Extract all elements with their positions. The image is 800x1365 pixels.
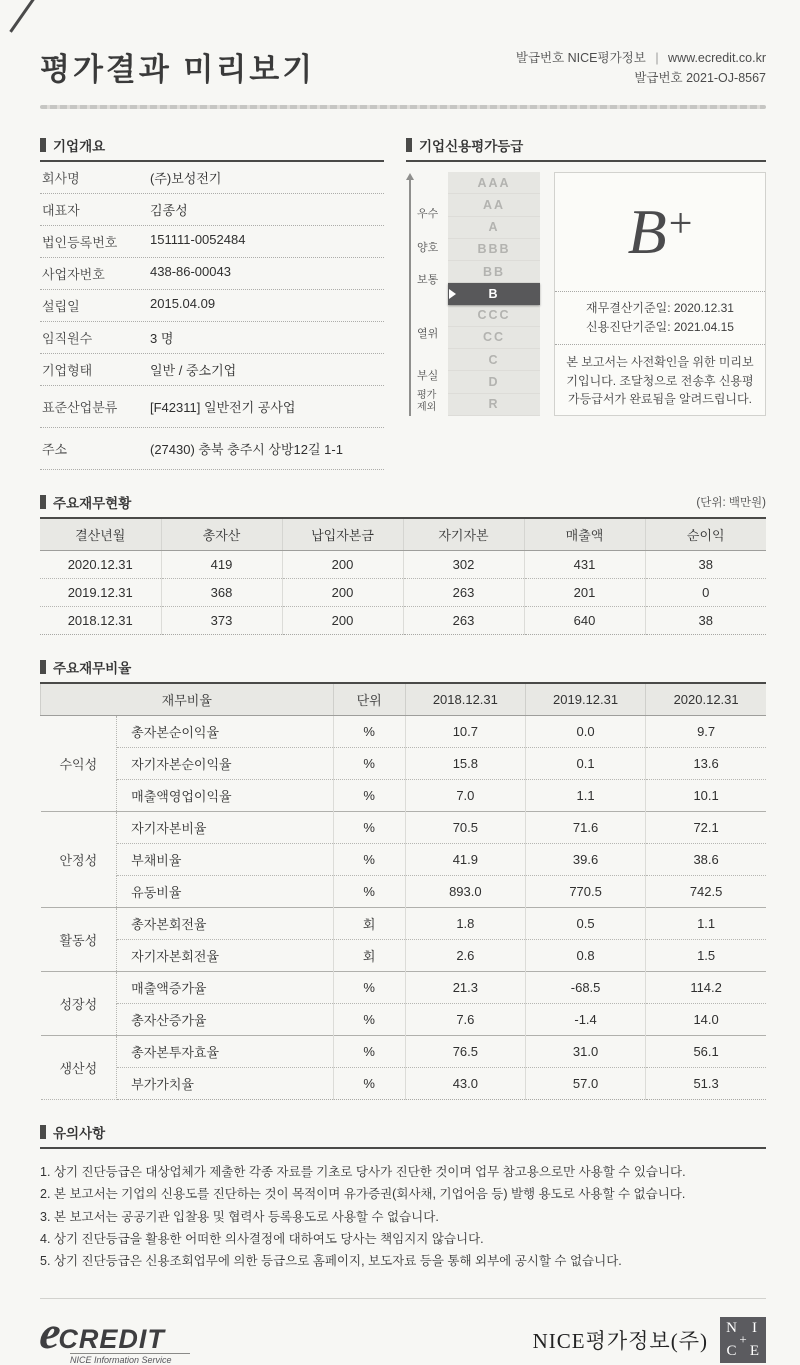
- ratio-name: 부가가치율: [117, 1068, 333, 1100]
- cell-value: 38: [645, 607, 766, 635]
- ratio-value: 1.1: [525, 780, 645, 812]
- grade-item: AAA: [448, 172, 540, 194]
- ratio-value: 0.1: [525, 748, 645, 780]
- grade-item: A: [448, 217, 540, 239]
- scale-label: 양호: [417, 242, 439, 254]
- table-row: [41, 1068, 767, 1100]
- field-value: 2015.04.09: [150, 296, 216, 311]
- overview-row: [40, 290, 384, 322]
- website-link: www.ecredit.co.kr: [668, 50, 766, 65]
- ratio-value: 893.0: [405, 876, 525, 908]
- ratio-value: -68.5: [525, 972, 645, 1004]
- table-row: [41, 812, 767, 844]
- issuer-label: 발급번호 NICE평가정보: [515, 50, 646, 65]
- section-marker-bar: [406, 138, 412, 152]
- cell-date: 2019.12.31: [40, 579, 161, 607]
- ratio-name: 유동비율: [117, 876, 333, 908]
- table-row: [41, 716, 767, 748]
- scale-label: 열위: [417, 328, 439, 340]
- nice-logo-letter: N: [726, 1320, 737, 1337]
- ratio-value: 57.0: [525, 1068, 645, 1100]
- ratio-unit: %: [333, 1036, 405, 1068]
- cell-value: 263: [403, 579, 524, 607]
- ratio-name: 매출액증가율: [117, 972, 333, 1004]
- column-header: 결산년월: [40, 519, 161, 551]
- company-name: NICE평가정보(주): [532, 1329, 708, 1354]
- table-header-row: [40, 519, 766, 551]
- ratio-unit: %: [333, 748, 405, 780]
- cell-value: 431: [524, 551, 645, 579]
- ratio-value: 9.7: [646, 716, 766, 748]
- financial-status-header: [40, 492, 766, 519]
- footer: [37, 1307, 766, 1365]
- field-value: [F42311] 일반전기 공사업: [150, 400, 296, 415]
- footer-divider: [40, 1298, 766, 1299]
- column-header: 자기자본: [403, 519, 524, 551]
- note-item: 1. 상기 진단등급은 대상업체가 제출한 각종 자료를 기초로 당사가 진단한 것이며 업무 참고용으로만 사용할 수 있습니다.: [40, 1165, 686, 1179]
- nice-logo-letter: E: [749, 1343, 760, 1360]
- cell-value: 200: [282, 607, 403, 635]
- cell-value: 640: [524, 607, 645, 635]
- field-label: 주소: [42, 442, 68, 457]
- column-header: 2019.12.31: [525, 684, 645, 716]
- grade-column: [448, 172, 540, 416]
- ecredit-logo-subtitle: NICE Information Service: [70, 1353, 190, 1365]
- table-row: [41, 1004, 767, 1036]
- scale-label: 보통: [417, 274, 439, 286]
- notes-list: [40, 1161, 766, 1272]
- ecredit-logo-e: e: [37, 1307, 64, 1359]
- column-header: 순이익: [645, 519, 766, 551]
- ratio-category: 성장성: [41, 972, 117, 1036]
- table-row: [40, 579, 766, 607]
- column-header: 납입자본금: [282, 519, 403, 551]
- note-item: 2. 본 보고서는 기업의 신용도를 진단하는 것이 목적이며 유가증권(회사채, 기업어음 등) 발행 용도로 사용할 수 없습니다.: [40, 1187, 686, 1202]
- field-value: 438-86-00043: [150, 264, 231, 279]
- ratio-name: 자기자본회전율: [117, 940, 333, 972]
- field-label: 사업자번호: [42, 267, 105, 282]
- financial-status-section: [40, 492, 766, 635]
- table-row: [41, 940, 767, 972]
- ratio-category: 안정성: [41, 812, 117, 908]
- ratio-value: 15.8: [405, 748, 525, 780]
- cell-value: 38: [645, 551, 766, 579]
- header-meta: [516, 48, 766, 89]
- financial-ratios-header: [40, 657, 766, 684]
- ratio-value: 10.1: [646, 780, 766, 812]
- ratio-unit: %: [333, 844, 405, 876]
- cell-value: 373: [161, 607, 282, 635]
- table-row: [40, 551, 766, 579]
- financial-ratios-section: [40, 657, 766, 1100]
- table-row: [41, 844, 767, 876]
- ecredit-logo: [37, 1307, 190, 1365]
- field-label: 임직원수: [42, 331, 93, 346]
- cell-value: 0: [645, 579, 766, 607]
- ratio-value: 7.6: [405, 1004, 525, 1036]
- meta-separator: |: [655, 50, 659, 65]
- overview-row: [40, 258, 384, 290]
- field-label: 법인등록번호: [42, 235, 118, 250]
- ratio-unit: 회: [333, 908, 405, 940]
- credit-rating-section: [406, 135, 766, 470]
- ratio-unit: %: [333, 1068, 405, 1100]
- financial-ratios-table: [40, 684, 766, 1100]
- section-title: 유의사항: [40, 1122, 105, 1142]
- overview-row: [40, 194, 384, 226]
- overview-row: [40, 226, 384, 258]
- field-value: 151111-0052484: [150, 232, 246, 247]
- field-label: 대표자: [42, 203, 80, 218]
- fiscal-date-line: 재무결산기준일: 2020.12.31: [586, 300, 734, 315]
- ratio-value: 56.1: [646, 1036, 766, 1068]
- field-value: (27430) 충북 충주시 상방12길 1-1: [150, 442, 343, 457]
- rating-content: [406, 172, 766, 416]
- document-header: [40, 44, 766, 89]
- section-title: 주요재무비율: [40, 657, 131, 677]
- table-row: [41, 876, 767, 908]
- nice-logo-plus: +: [739, 1331, 747, 1347]
- rating-panel: [554, 172, 766, 416]
- ratio-value: 14.0: [646, 1004, 766, 1036]
- ratio-value: 1.5: [646, 940, 766, 972]
- unit-note: (단위: 백만원): [696, 497, 766, 509]
- ratio-value: 1.1: [646, 908, 766, 940]
- notes-section: [40, 1122, 766, 1272]
- field-value: 일반 / 중소기업: [150, 363, 237, 378]
- ratio-name: 자기자본순이익율: [117, 748, 333, 780]
- diagnosis-date-line: 신용진단기준일: 2021.04.15: [586, 320, 734, 335]
- rating-letter: B: [627, 195, 667, 267]
- ratio-value: 0.8: [525, 940, 645, 972]
- ratio-value: 0.0: [525, 716, 645, 748]
- overview-row: [40, 322, 384, 354]
- ratio-unit: %: [333, 1004, 405, 1036]
- ecredit-logo-word: CREDIT: [58, 1324, 165, 1355]
- column-header: 매출액: [524, 519, 645, 551]
- scale-axis-arrow: [409, 176, 411, 416]
- rating-value: [555, 173, 765, 291]
- ratio-value: 13.6: [646, 748, 766, 780]
- table-row: [41, 908, 767, 940]
- grade-item: BB: [448, 261, 540, 283]
- column-header: 단위: [333, 684, 405, 716]
- ratio-value: 70.5: [405, 812, 525, 844]
- ratio-name: 총자본회전율: [117, 908, 333, 940]
- field-value: 김종성: [150, 203, 188, 218]
- ratio-unit: 회: [333, 940, 405, 972]
- ratio-value: 72.1: [646, 812, 766, 844]
- rating-scale: [406, 172, 544, 416]
- table-header-row: [41, 684, 767, 716]
- ratio-value: 41.9: [405, 844, 525, 876]
- ratio-value: 7.0: [405, 780, 525, 812]
- ratio-value: 2.6: [405, 940, 525, 972]
- field-value: 3 명: [150, 331, 174, 346]
- section-title: 기업개요: [40, 135, 105, 155]
- ratio-name: 매출액영업이익율: [117, 780, 333, 812]
- column-header: 2020.12.31: [646, 684, 766, 716]
- cell-value: 302: [403, 551, 524, 579]
- nice-logo-letter: I: [752, 1320, 757, 1337]
- ratio-name: 총자산증가율: [117, 1004, 333, 1036]
- ratio-value: 0.5: [525, 908, 645, 940]
- scale-label: 우수: [417, 208, 439, 220]
- cell-date: 2018.12.31: [40, 607, 161, 635]
- overview-row: [40, 354, 384, 386]
- notes-header: [40, 1122, 766, 1149]
- scale-label: 평가제외: [417, 390, 437, 413]
- grade-item: D: [448, 371, 540, 393]
- company-overview-section: [40, 135, 384, 470]
- field-value: (주)보성전기: [150, 171, 222, 186]
- ratio-unit: %: [333, 716, 405, 748]
- nice-logo: [720, 1317, 766, 1363]
- ratio-unit: %: [333, 972, 405, 1004]
- ratio-value: 38.6: [646, 844, 766, 876]
- section-title: 주요재무현황: [40, 492, 131, 512]
- column-header: 2018.12.31: [405, 684, 525, 716]
- cell-value: 419: [161, 551, 282, 579]
- ratio-category: 생산성: [41, 1036, 117, 1100]
- footer-right: [533, 1317, 766, 1363]
- section-title: 기업신용평가등급: [406, 135, 523, 155]
- section-marker-bar: [40, 138, 46, 152]
- table-row: [40, 607, 766, 635]
- field-label: 기업형태: [42, 363, 93, 378]
- cell-value: 263: [403, 607, 524, 635]
- financial-status-table: [40, 519, 766, 635]
- issuer-line: [516, 48, 766, 69]
- ratio-value: -1.4: [525, 1004, 645, 1036]
- overview-row: [40, 428, 384, 470]
- grade-item: BBB: [448, 239, 540, 261]
- rating-note: 본 보고서는 사전확인을 위한 미리보기입니다. 조달청으로 전송후 신용평가등급서가 완료됨을 알려드립니다.: [555, 344, 765, 415]
- cell-date: 2020.12.31: [40, 551, 161, 579]
- grade-item-current: B: [448, 283, 540, 304]
- rating-dates: [555, 291, 765, 344]
- credit-rating-header: [406, 135, 766, 162]
- ratio-value: 31.0: [525, 1036, 645, 1068]
- field-label: 회사명: [42, 171, 80, 186]
- grade-item: R: [448, 394, 540, 416]
- ratio-name: 총자본투자효율: [117, 1036, 333, 1068]
- section-marker-bar: [40, 660, 46, 674]
- ratio-value: 10.7: [405, 716, 525, 748]
- column-header: 총자산: [161, 519, 282, 551]
- ratio-unit: %: [333, 876, 405, 908]
- table-row: [41, 780, 767, 812]
- ratio-name: 부채비율: [117, 844, 333, 876]
- note-item: 5. 상기 진단등급은 신용조회업무에 의한 등급으로 홈페이지, 보도자료 등을 통해 외부에 공시할 수 없습니다.: [40, 1254, 622, 1268]
- ratio-category: 수익성: [41, 716, 117, 812]
- ratio-value: 114.2: [646, 972, 766, 1004]
- field-label: 표준산업분류: [42, 400, 118, 415]
- field-label: 설립일: [42, 299, 80, 314]
- header-divider: [40, 105, 766, 109]
- ratio-unit: %: [333, 780, 405, 812]
- ratio-category: 활동성: [41, 908, 117, 972]
- ratio-value: 71.6: [525, 812, 645, 844]
- nice-logo-letter: C: [726, 1343, 737, 1360]
- overview-row: [40, 386, 384, 428]
- grade-item: CCC: [448, 305, 540, 327]
- table-row: [41, 1036, 767, 1068]
- ratio-value: 21.3: [405, 972, 525, 1004]
- ratio-name: 자기자본비율: [117, 812, 333, 844]
- ratio-unit: %: [333, 812, 405, 844]
- ratio-value: 770.5: [525, 876, 645, 908]
- cell-value: 368: [161, 579, 282, 607]
- note-item: 4. 상기 진단등급을 활용한 어떠한 의사결정에 대하여도 당사는 책임지지 않습니다.: [40, 1231, 484, 1246]
- cell-value: 200: [282, 579, 403, 607]
- column-header: 재무비율: [41, 684, 334, 716]
- table-row: [41, 748, 767, 780]
- overview-row: [40, 162, 384, 194]
- grade-item: AA: [448, 194, 540, 216]
- issue-number: 발급번호 2021-OJ-8567: [634, 71, 766, 86]
- grade-item: C: [448, 349, 540, 371]
- scale-label: 부실: [417, 370, 439, 382]
- company-overview-header: [40, 135, 384, 162]
- section-marker-bar: [40, 1125, 46, 1139]
- rating-modifier: +: [668, 200, 693, 247]
- note-item: 3. 본 보고서는 공공기관 입찰용 및 협력사 등록용도로 사용할 수 없습니다.: [40, 1209, 439, 1224]
- ratio-value: 51.3: [646, 1068, 766, 1100]
- scan-corner-artifact: [9, 0, 34, 33]
- table-row: [41, 972, 767, 1004]
- grade-item: CC: [448, 327, 540, 349]
- section-marker-bar: [40, 495, 46, 509]
- cell-value: 200: [282, 551, 403, 579]
- ratio-value: 43.0: [405, 1068, 525, 1100]
- ratio-value: 1.8: [405, 908, 525, 940]
- ratio-name: 총자본순이익율: [117, 716, 333, 748]
- ratio-value: 76.5: [405, 1036, 525, 1068]
- cell-value: 201: [524, 579, 645, 607]
- ratio-value: 39.6: [525, 844, 645, 876]
- ratio-value: 742.5: [646, 876, 766, 908]
- page-title: 평가결과 미리보기: [40, 52, 316, 87]
